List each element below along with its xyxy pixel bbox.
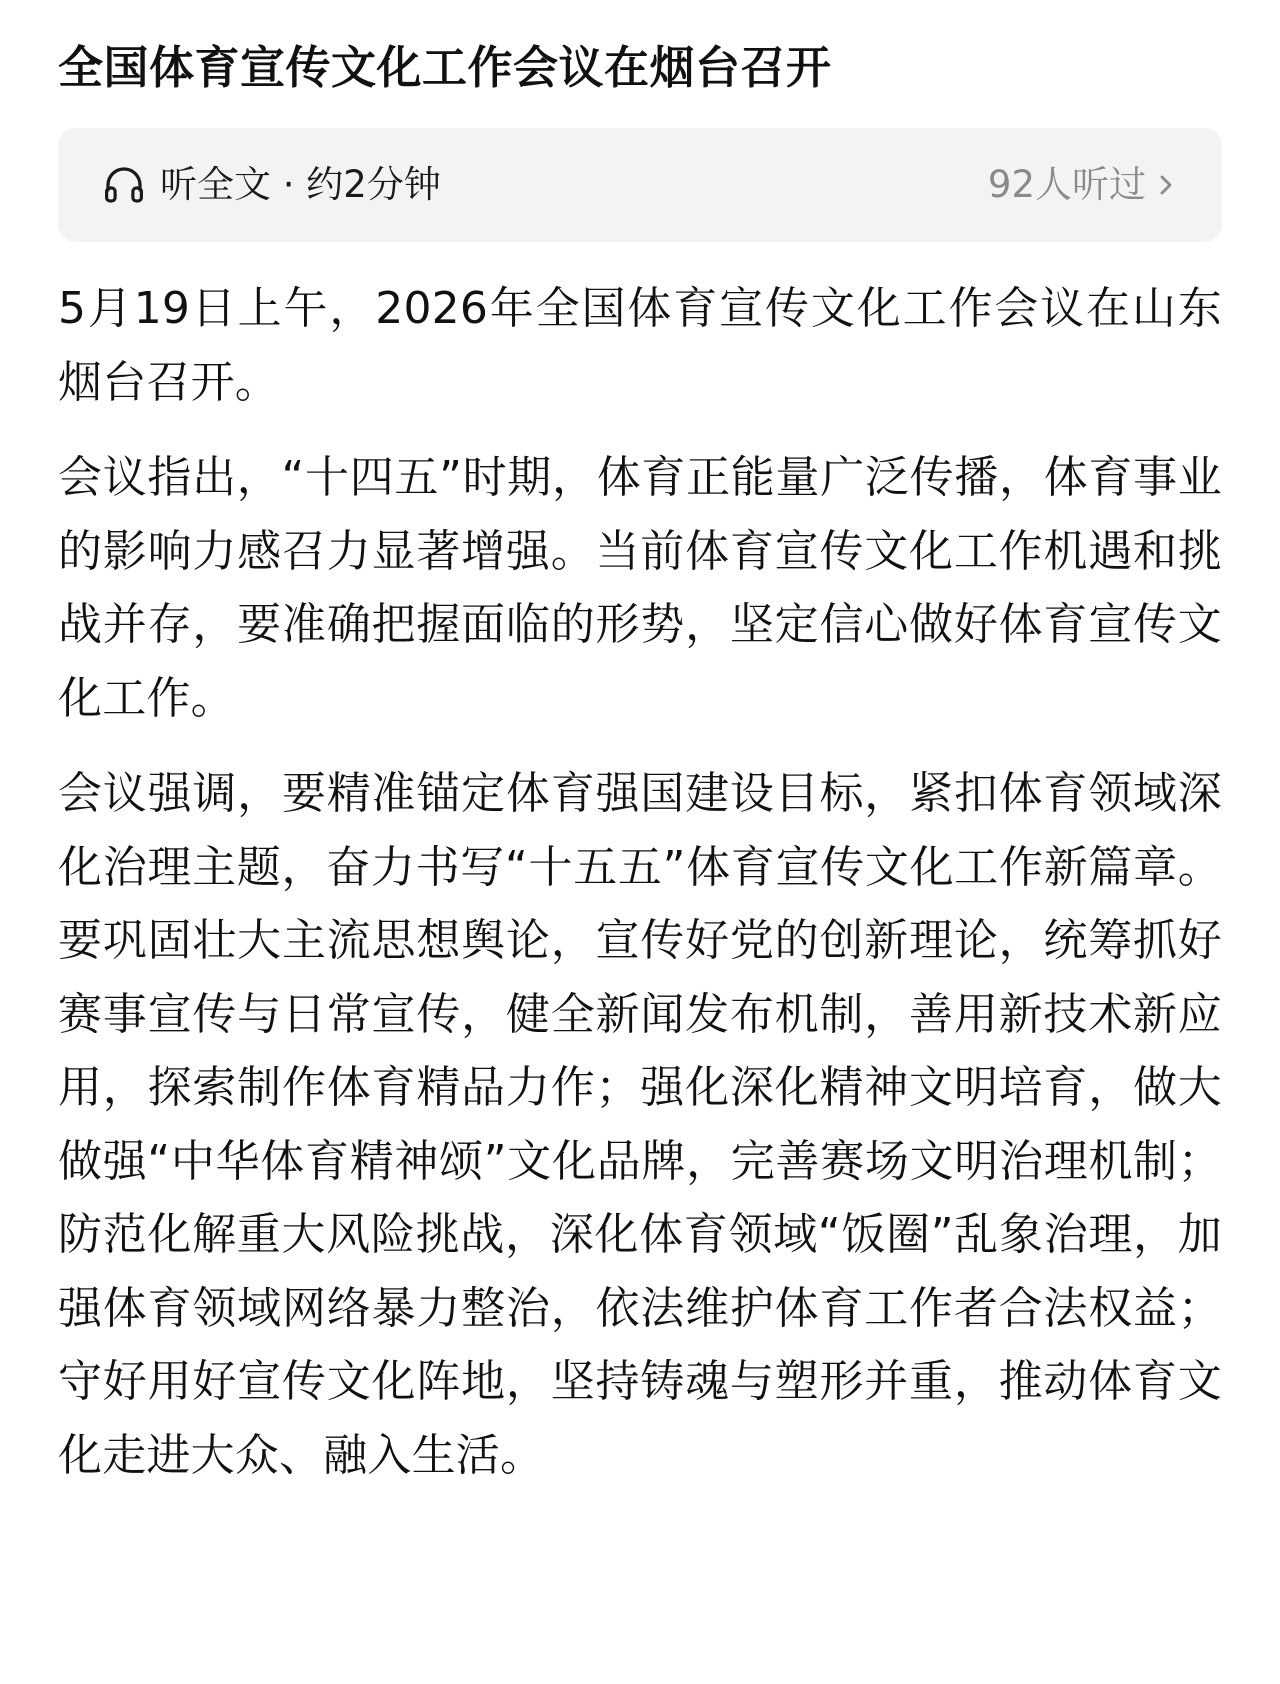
listen-bar-right (988, 163, 1176, 207)
listener-count: 92人听过 (987, 163, 1146, 206)
headphone-icon (102, 163, 146, 207)
article-paragraph-2: 会议指出，“十四五”时期，体育正能量广泛传播，体育事业的影响力感召力显著增强。当前体育宣传文化工作机遇和挑战并存，要准确把握面临的形势，坚定信心做好体育宣传文化工作。 (58, 452, 1222, 724)
article-paragraph-1: 5月19日上午，2026年全国体育宣传文化工作会议在山东烟台召开。 (58, 283, 1222, 408)
listen-full-text-bar[interactable] (58, 128, 1222, 242)
listen-bar-left (102, 163, 441, 207)
article-body (58, 272, 1222, 1492)
chevron-right-icon (1156, 171, 1176, 199)
article-paragraph-3: 会议强调，要精准锚定体育强国建设目标，紧扣体育领域深化治理主题，奋力书写“十五五”体育宣传文化工作新篇章。要巩固壮大主流思想舆论，宣传好党的创新理论，统筹抓好赛事宣传与日常宣传，健全新闻发布机制，善用新技术新应用，探索制作体育精品力作；强化深化精神文明培育，做大做强“中华体育精神颂”文化品牌，完善赛场文明治理机制；防范化解重大风险挑战，深化体育领域“饭圈”乱象治理，加强体育领域网络暴力整治，依法维护体育工作者合法权益；守好用好宣传文化阵地，坚持铸魂与塑形并重，推动体育文化走进大众、融入生活。 (58, 768, 1222, 1481)
article-title: 全国体育宣传文化工作会议在烟台召开 (58, 41, 832, 94)
listen-full-text-label: 听全文 · 约2分钟 (160, 163, 441, 206)
